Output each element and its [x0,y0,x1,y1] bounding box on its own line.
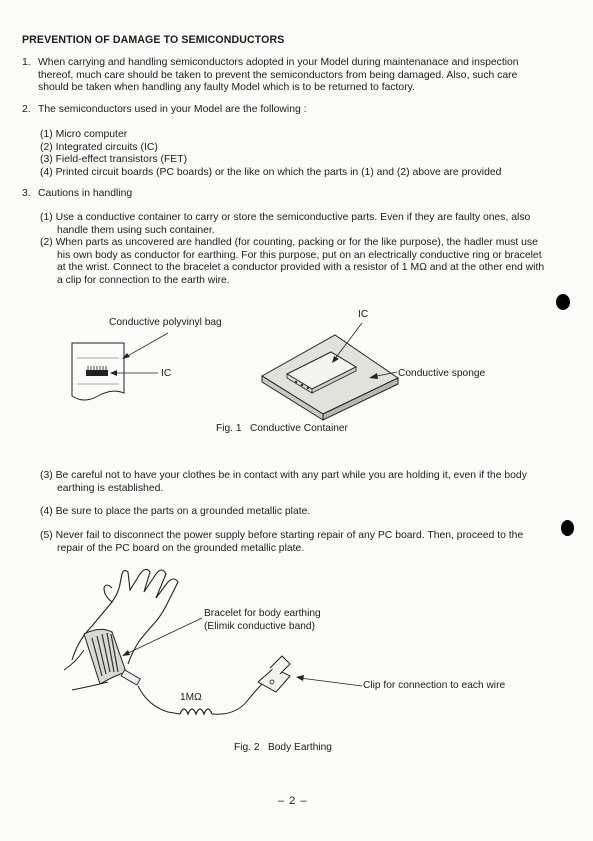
section-1-paragraph: When carrying and handling semiconductors adopted in your Model during maintenanace and inspection thereof, much care should be taken to prevent the semiconductors from being damaged. Also, such care should be taken when handling any faulty Model which is to be returned to factory. [38,57,519,94]
list-item: (1) Micro computer [40,129,128,140]
label-conductive-polyvinyl-bag: Conductive polyvinyl bag [109,317,222,328]
list-item: (4) Be sure to place the parts on a grounded metallic plate. [40,506,311,517]
label-ic-top: IC [358,309,369,320]
section-3-number: 3. [22,188,31,199]
label-elimik-band: (Elimik conductive band) [204,621,315,632]
label-clip: Clip for connection to each wire [363,680,506,691]
label-bracelet: Bracelet for body earthing [204,608,321,619]
list-item: (4) Printed circuit boards (PC boards) or the like on which the parts in (1) and (2) above are provided [40,166,502,178]
list-item: (3) Field-effect transistors (FET) [40,154,188,166]
section-3-intro: Cautions in handling [38,188,133,199]
label-conductive-sponge: Conductive sponge [398,368,486,379]
label-ic-left: IC [161,368,172,379]
punch-hole-mark [561,520,574,536]
bracelet-band-shape [84,629,126,684]
list-item: (2) Integrated circuits (IC) [40,141,158,153]
resistor-coil [180,709,212,714]
hand-shape [72,569,178,664]
section-2-intro: The semiconductors used in your Model are the following : [38,104,307,115]
punch-hole-mark [556,294,570,310]
list-item: (1) Use a conductive container to carry or store the semiconductive parts. Even if they are faulty ones, also handle them using such container. [40,212,531,236]
figure-1-caption: Fig. 1 Conductive Container [216,423,348,434]
list-item: (5) Never fail to disconnect the power supply before starting repair of any PC board. Then, proceed to the repair of the PC board on the grounded metallic plate. [40,530,524,554]
list-item: (2) When parts as uncovered are handled (for counting, packing or for the like purpose), the hadler must use his own body as conductor for earthing. For this purpose, put on an electrically conductive ring or bracelet at the wrist. Connect to the bracelet a conductor provided with a resistor of 1 MΩ and at the other end with a clip for connection to the earth wire. [40,237,545,286]
section-2-number: 2. [22,104,31,115]
clip-shape [258,656,290,692]
list-item: (3) Be careful not to have your clothes be in contact with any part while you are holding it, even if the body earthing is established. [40,470,527,494]
page-number: – 2 – [278,795,308,807]
label-resistor: 1MΩ [180,692,202,703]
page-title: PREVENTION OF DAMAGE TO SEMICONDUCTORS [22,34,285,46]
figure-2-caption: Fig. 2 Body Earthing [234,742,332,753]
section-1-number: 1. [22,57,31,68]
